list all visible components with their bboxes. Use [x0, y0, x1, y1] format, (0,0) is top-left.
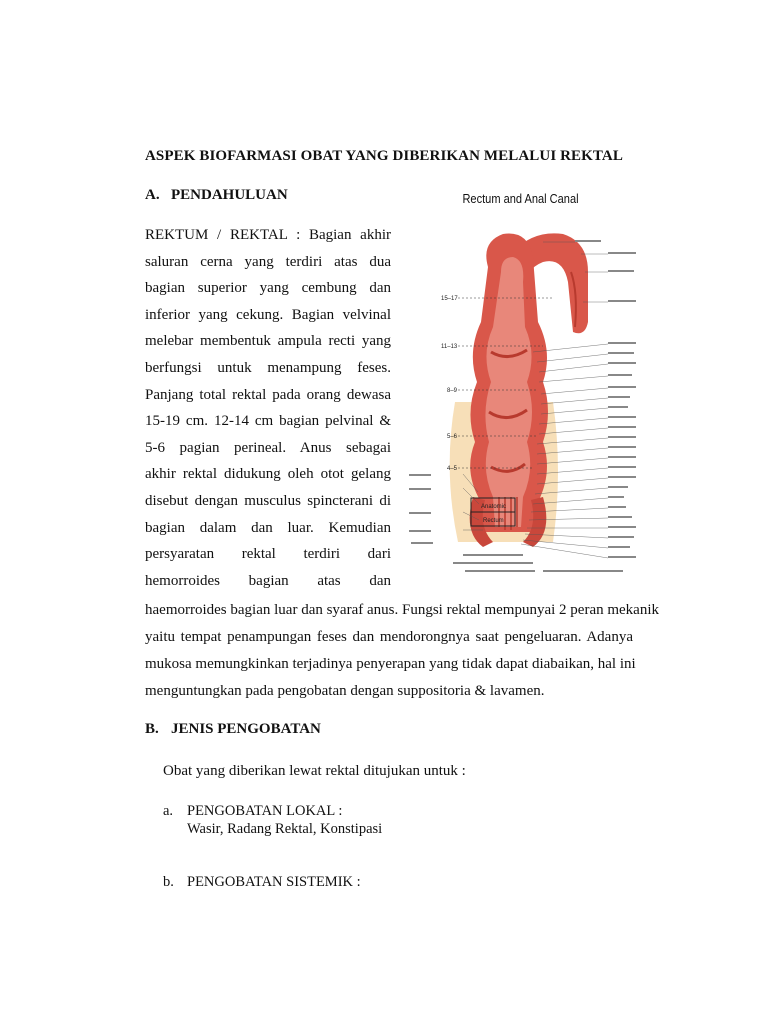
intro-line: berfungsi untuk menampung feses.	[145, 359, 391, 376]
list-item-lokal	[163, 802, 382, 838]
intro-line: akhir rektal didukung oleh otot gelang	[145, 466, 391, 483]
intro-line: bagian dalam dan luar. Kemudian	[145, 519, 391, 536]
intro-line: inferior yang cekung. Bagian velvinal	[145, 306, 391, 323]
paragraph-line: yaitu tempat penampungan feses dan mendorongnya saat pengeluaran. Adanya	[145, 629, 633, 645]
section-a-title: PENDAHULUAN	[171, 187, 288, 203]
figure-title: Rectum and Anal Canal	[462, 191, 579, 206]
list-label: PENGOBATAN SISTEMIK :	[187, 874, 361, 890]
section-b-title: JENIS PENGOBATAN	[171, 721, 321, 737]
list-marker: b.	[163, 874, 174, 890]
rectum-anatomy-figure	[403, 188, 638, 580]
section-b-heading	[145, 721, 321, 738]
intro-line: Panjang total rektal pada orang dewasa	[145, 386, 391, 403]
scale-label: 15–17	[441, 296, 458, 302]
scale-label: 4–5	[447, 466, 458, 472]
intro-line: hemorroides bagian atas dan	[145, 572, 391, 589]
intro-line: melebar membentuk ampula recti yang	[145, 333, 391, 350]
paragraph-line: haemorroides bagian luar dan syaraf anus. Fungsi rektal mempunyai 2 peran mekanik	[145, 602, 660, 618]
section-b-number: B.	[145, 721, 159, 737]
inner-label-rectum: Rectum	[483, 518, 504, 524]
intro-line: bagian superior yang cembung dan	[145, 280, 391, 297]
intro-line: persyaratan rektal terdiri dari	[145, 546, 391, 563]
inner-label-anatomic: Anatomic	[481, 504, 507, 510]
list-item-sistemik	[163, 873, 361, 891]
intro-line: saluran cerna yang terdiri atas dua	[145, 253, 391, 270]
intro-continuation	[145, 597, 660, 705]
intro-line: 5-6 pagian perineal. Anus sebagai	[145, 439, 391, 456]
intro-paragraph	[145, 222, 391, 594]
scale-label: 8–9	[447, 388, 458, 394]
rectum-illustration	[403, 212, 638, 580]
section-a-number: A.	[145, 187, 160, 203]
intro-line: 15-19 cm. 12-14 cm bagian pelvinal &	[145, 413, 391, 430]
paragraph-line: menguntungkan pada pengobatan dengan suppositoria & lavamen.	[145, 683, 545, 699]
list-label: PENGOBATAN LOKAL :	[187, 803, 343, 819]
list-marker: a.	[163, 803, 174, 819]
document-title: ASPEK BIOFARMASI OBAT YANG DIBERIKAN MELALUI REKTAL	[145, 148, 623, 164]
section-b-intro: Obat yang diberikan lewat rektal ditujukan untuk :	[163, 763, 466, 779]
intro-line: disebut dengan musculus spincterani di	[145, 492, 391, 509]
intro-line: REKTUM / REKTAL : Bagian akhir	[145, 227, 391, 243]
scale-label: 5–6	[447, 434, 458, 440]
section-a-heading	[145, 187, 288, 204]
paragraph-line: mukosa memungkinkan terjadinya penyerapan yang tidak dapat diabaikan, hal ini	[145, 656, 636, 672]
list-detail: Wasir, Radang Rektal, Konstipasi	[187, 821, 383, 837]
scale-label: 11–13	[441, 344, 458, 350]
